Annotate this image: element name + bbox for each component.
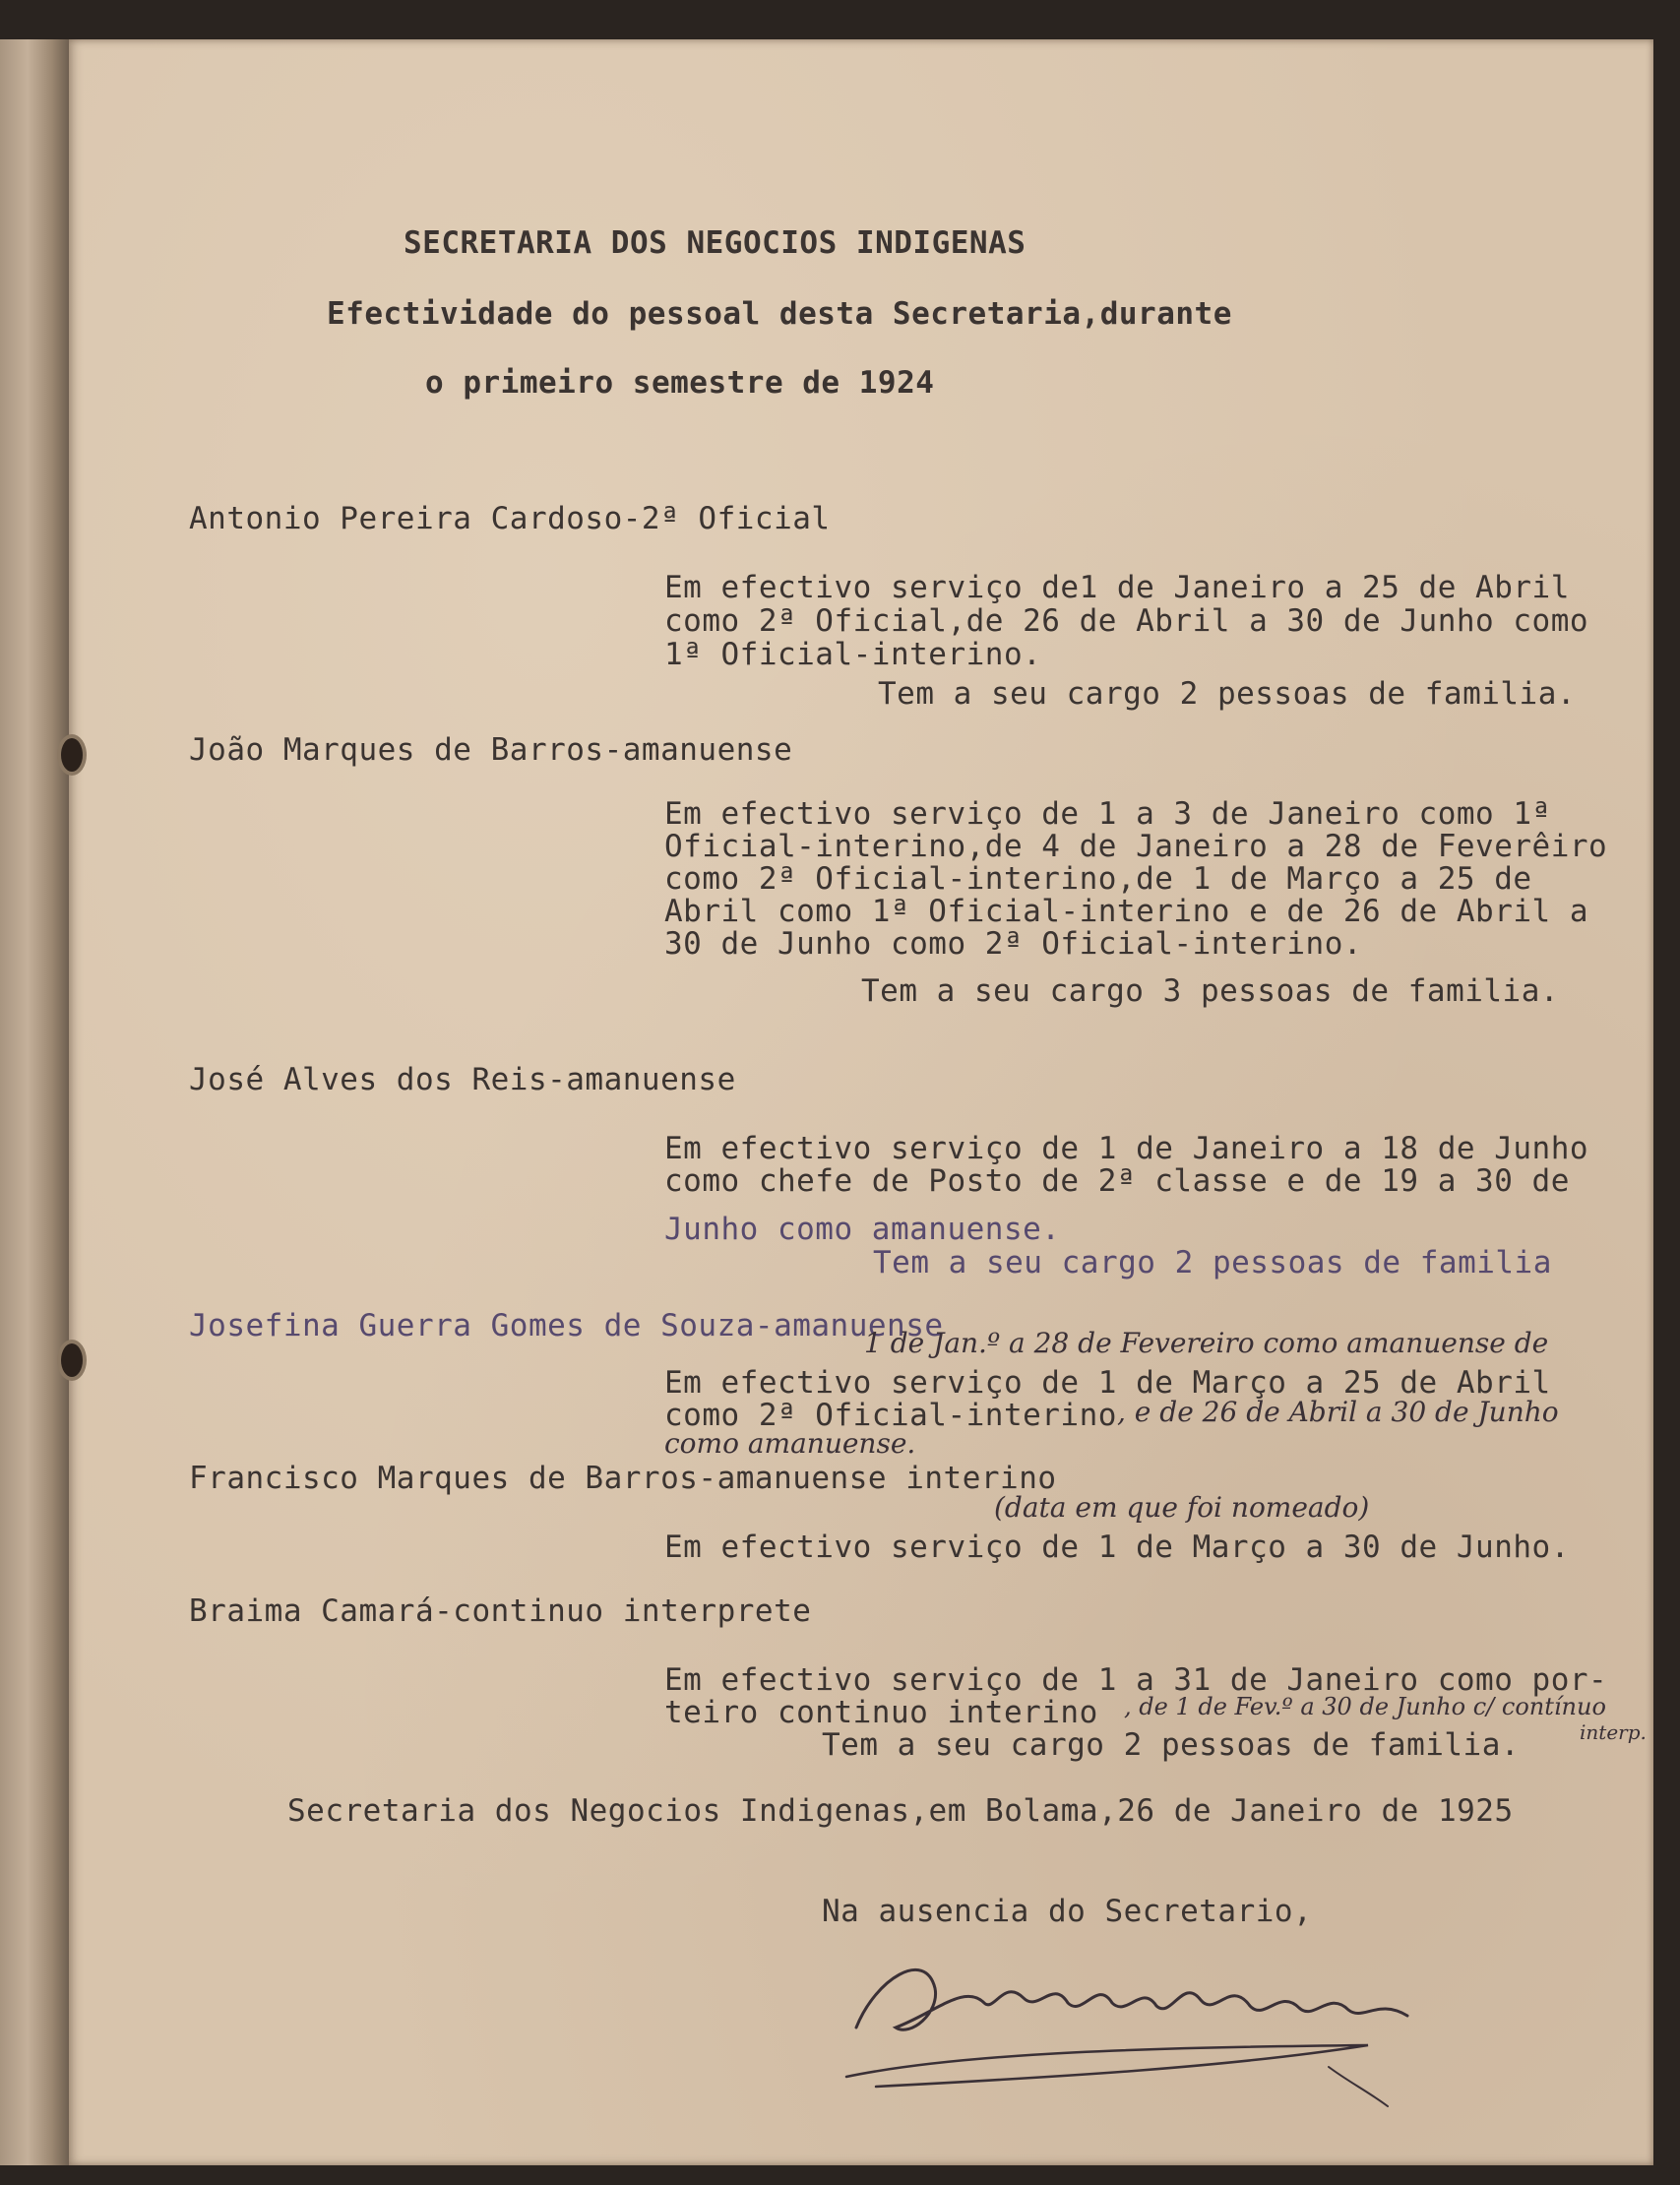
document-subtitle-period: o primeiro semestre de 1924 — [425, 365, 935, 401]
service-line: como 2ª Oficial,de 26 de Abril a 30 de Junho como — [664, 603, 1589, 639]
document-title: SECRETARIA DOS NEGOCIOS INDIGENAS — [404, 225, 1027, 261]
employee-name: Josefina Guerra Gomes de Souza-amanuense — [189, 1308, 944, 1343]
handwritten-note: como amanuense. — [664, 1427, 916, 1460]
service-line: como 2ª Oficial-interino,de 1 de Março a 25 de — [664, 861, 1532, 897]
handwritten-insert: 1 de Jan.º a 28 de Fevereiro como amanuense de — [864, 1327, 1549, 1359]
employee-name: José Alves dos Reis-amanuense — [189, 1062, 736, 1097]
service-line: Em efectivo serviço de 1 a 31 de Janeiro como por- — [664, 1662, 1608, 1698]
service-line: Em efectivo serviço de1 de Janeiro a 25 de Abril — [664, 570, 1570, 605]
handwritten-continuation: , e de 26 de Abril a 30 de Junho — [1117, 1396, 1559, 1428]
service-line: Abril como 1ª Oficial-interino e de 26 de Abril a — [664, 894, 1589, 929]
service-line: 1ª Oficial-interino. — [664, 637, 1042, 672]
service-line: 30 de Junho como 2ª Oficial-interino. — [664, 926, 1363, 962]
document-subtitle: Efectividade do pessoal desta Secretaria,durante — [327, 296, 1232, 332]
handwritten-note: (data em que foi nomeado) — [994, 1491, 1370, 1524]
binding-hole — [61, 1343, 83, 1377]
place-date: Secretaria dos Negocios Indigenas,em Bolama,26 de Janeiro de 1925 — [287, 1793, 1514, 1829]
service-line: Em efectivo serviço de 1 de Janeiro a 18 de Junho — [664, 1131, 1589, 1166]
book-binding — [0, 39, 69, 2165]
handwritten-continuation: , de 1 de Fev.º a 30 de Junho c/ contínuo — [1124, 1693, 1606, 1720]
service-line: como 2ª Oficial-interino — [664, 1398, 1117, 1433]
employee-name: Braima Camará-continuo interprete — [189, 1593, 812, 1629]
family-note: Tem a seu cargo 2 pessoas de familia. — [822, 1727, 1521, 1763]
document-page — [69, 39, 1653, 2165]
handwritten-note: interp. — [1580, 1720, 1647, 1744]
service-line: teiro continuo interino — [664, 1695, 1098, 1730]
service-line: Oficial-interino,de 4 de Janeiro a 28 de Feverêiro — [664, 829, 1608, 864]
handwritten-signature — [817, 1919, 1447, 2116]
employee-name: Antonio Pereira Cardoso-2ª Oficial — [189, 501, 831, 536]
signature-caption: Na ausencia do Secretario, — [822, 1894, 1313, 1929]
family-note: Tem a seu cargo 3 pessoas de familia. — [861, 973, 1560, 1009]
service-line: Em efectivo serviço de 1 de Março a 25 de Abril — [664, 1365, 1551, 1401]
service-line: como chefe de Posto de 2ª classe e de 19 a 30 de — [664, 1163, 1570, 1199]
family-note: Tem a seu cargo 2 pessoas de familia — [873, 1245, 1552, 1280]
employee-name: Francisco Marques de Barros-amanuense interino — [189, 1461, 1057, 1496]
binding-hole — [61, 738, 83, 772]
employee-name: João Marques de Barros-amanuense — [189, 732, 793, 768]
family-note: Tem a seu cargo 2 pessoas de familia. — [878, 676, 1577, 712]
service-line: Em efectivo serviço de 1 a 3 de Janeiro como 1ª — [664, 796, 1551, 832]
service-line: Em efectivo serviço de 1 de Março a 30 de Junho. — [664, 1530, 1570, 1565]
service-line: Junho como amanuense. — [664, 1212, 1061, 1247]
